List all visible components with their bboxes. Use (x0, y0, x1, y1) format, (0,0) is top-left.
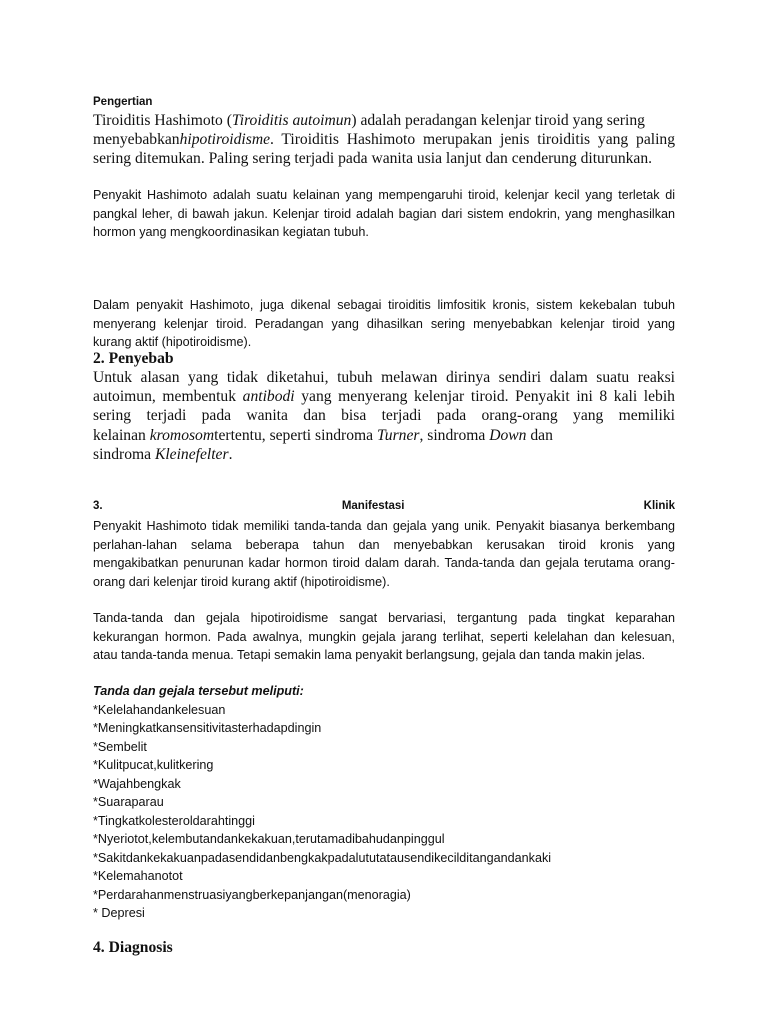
paragraph-gejala (93, 609, 675, 665)
symptom-item: *Sembelit (93, 739, 147, 754)
text-line: perlahan-lahan selama beberapa tahun dan menyebabkan kerusakan tiroid kronis yang (93, 537, 675, 552)
text-line: Penyakit Hashimoto adalah suatu kelainan yang mempengaruhi tiroid, kelenjar kecil yang terletak di (93, 188, 675, 202)
text-line: menyebabkanhipotiroidisme. Tiroiditis Hashimoto merupakan jenis tiroiditis yang paling (93, 131, 675, 149)
text-line: menyerang kelenjar tiroid. Peradangan yang dihasilkan sering menyebabkan kelenjar tiroid yang (93, 316, 675, 331)
symptom-item: *Kulitpucat,kulitkering (93, 758, 214, 772)
text-line: pangkal leher, di bawah jakun. Kelenjar tiroid adalah bagian dari sistem endokrin, yang menghasilkan (93, 206, 675, 221)
symptom-item: *Meningkatkansensitivitasterhadapdingin (93, 721, 322, 735)
text-line: Dalam penyakit Hashimoto, juga dikenal sebagai tiroiditis limfositik kronis, sistem kekebalan tubuh (93, 298, 675, 312)
symptom-item: *Wajahbengkak (93, 776, 181, 791)
symptom-item: *Kelelahandankelesuan (93, 702, 226, 717)
text-line: atau tanda-tanda menua. Tetapi semakin lama penyakit berlangsung, gejala dan tanda makin jelas. (93, 648, 646, 662)
paragraph-manifestasi (93, 517, 675, 591)
text-line: Penyakit Hashimoto tidak memiliki tanda-tanda dan gejala yang unik. Penyakit biasanya berkembang (93, 519, 675, 533)
text-line: kekurangan hormon. Pada awalnya, mungkin gejala jarang terlihat, seperti kelelahan dan kelesuan, (93, 629, 675, 644)
symptom-item: *Kelemahanotot (93, 869, 183, 883)
text-line: Untuk alasan yang tidak diketahui, tubuh melawan dirinya sendiri dalam suatu reaksi (93, 369, 675, 386)
heading-manifestasi-klinik: 3. Manifestasi Klinik (93, 500, 675, 512)
text-line: sering terjadi pada wanita dan bisa terjadi pada orang-orang yang memiliki (93, 407, 675, 425)
heading-pengertian: Pengertian (93, 96, 153, 108)
heading-diagnosis: 4. Diagnosis (93, 939, 173, 956)
paragraph-hashimoto-immune (93, 296, 675, 352)
paragraph-penyebab (93, 368, 675, 464)
text-line: kelainan kromosomtertentu, seperti sindroma Turner, sindroma Down dan (93, 426, 553, 444)
symptom-item: * Depresi (93, 906, 145, 920)
symptom-item: *Suaraparau (93, 795, 164, 809)
symptom-item: *Perdarahanmenstruasiyangberkepanjangan(menoragia) (93, 887, 411, 902)
symptom-list (93, 682, 675, 923)
paragraph-hashimoto-intro (93, 186, 675, 242)
symptom-item: *Tingkatkolesteroldarahtinggi (93, 813, 255, 828)
text-line: Tiroiditis Hashimoto (Tiroiditis autoimun) adalah peradangan kelenjar tiroid yang sering (93, 112, 645, 129)
symptom-item: *Sakitdankekakuanpadasendidanbengkakpadalututatausendikecilditangandankaki (93, 850, 552, 865)
text-line: mengakibatkan penurunan kadar hormon tiroid dalam darah. Tanda-tanda dan gejala terutama orang- (93, 556, 675, 570)
text-line: kurang aktif (hipotiroidisme). (93, 335, 252, 349)
text-line: sering ditemukan. Paling sering terjadi pada wanita usia lanjut dan cenderung diturunkan. (93, 150, 653, 168)
symptom-item: *Nyeriotot,kelembutandankekakuan,terutamadibahudanpinggul (93, 832, 445, 846)
symptom-list-heading: Tanda dan gejala tersebut meliputi: (93, 684, 304, 698)
text-line: autoimun, membentuk antibodi yang menyerang kelenjar tiroid. Penyakit ini 8 kali lebih (93, 388, 675, 406)
heading-penyebab: 2. Penyebab (93, 350, 174, 367)
paragraph-definition (93, 111, 675, 169)
text-line: hormon yang mengkoordinasikan kegiatan tubuh. (93, 225, 369, 239)
text-line: sindroma Kleinefelter. (93, 445, 233, 463)
symptom-items (93, 701, 675, 923)
text-line: Tanda-tanda dan gejala hipotiroidisme sangat bervariasi, tergantung pada tingkat keparahan (93, 611, 675, 625)
text-line: orang dari kelenjar tiroid kurang aktif (hipotiroidisme). (93, 574, 390, 589)
